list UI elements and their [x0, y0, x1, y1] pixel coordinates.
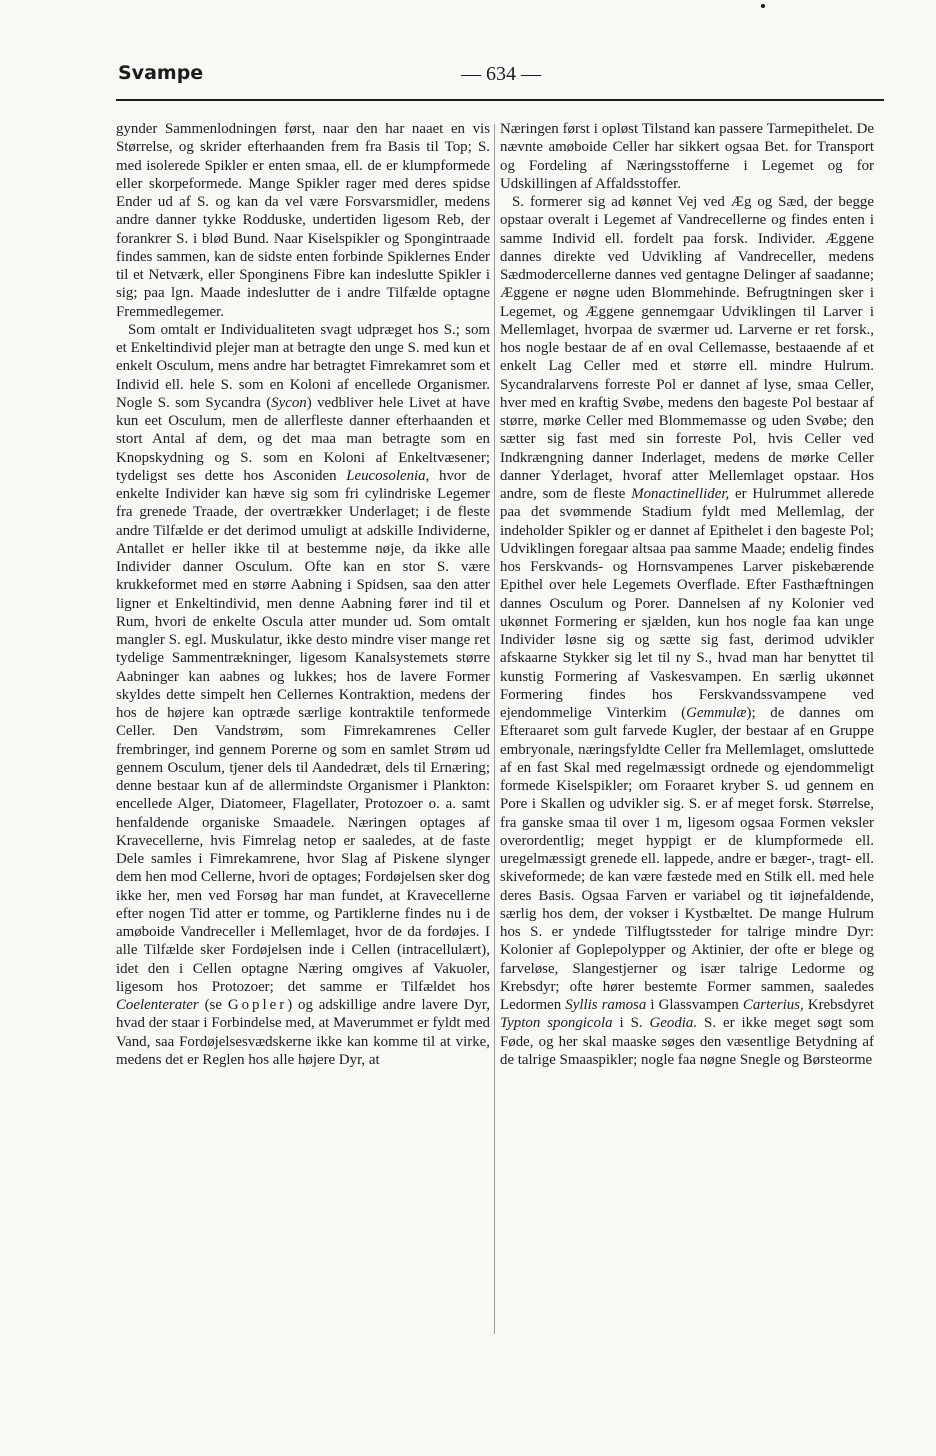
paragraph — [116, 321, 490, 1069]
text-run: Som omtalt er Individualiteten svagt udpræget hos S.; som et Enkeltindivid plejer man at betragte den unge S. med kun et enkelt Osculum, mens andre har betragtet Fimrekamret som et Individ ell. hele S. som en Koloni af encellede Organismer. Nogle S. som Sycandra ( — [116, 321, 490, 411]
text-run: ); de dannes om Efteraaret som gult farvede Kugler, der bestaar af en Gruppe embryonale, næringsfyldte Celler fra Mellemlaget, omsluttede af en fast Skal med regelmæssigt ordnede og ejendommeligt formede Kiselspikler; om Foraaret kryber S. ud gennem en Pore i Skallen og udvikler sig. S. er af meget forsk. Størrelse, fra ganske smaa til over 1 m, ligesom ogsaa Formen veksler overordentlig; meget hyppigt er de klumpformede ell. uregelmæssigt grenede ell. lappede, andre er bæger-, tragt- ell. skiveformede; de kan være fæstede med en Stilk ell. med hele deres Basis. Ogsaa Farven er variabel og tit iøjnefaldende, særlig hos dem, der vokser i Kystbæltet. De mange Hulrum hos S. er yndede Tilflugtssteder for talrige mindre Dyr: Kolonier af Goplepolypper og Aktinier, der ofte er blege og farveløse, Slangestjerner og især talrige Ledorme og Krebsdyr; ofte hører bestemte Former sammen, saaledes Ledormen — [500, 705, 874, 1013]
text-run: er Hulrummet allerede paa det svømmende Stadium fyldt med Mellemlag, der indeholder Spikler og er dannet af Epithelet i den bageste Pol; Udviklingen foregaar altsaa paa samme Maade; endelig findes hos Ferskvands- og Hornsvampenes Larver piskebærende Epithel over hele Legemets Overflade. Efter Fasthæftningen dannes Osculum og Porer. Dannelsen af ny Kolonier ved ukønnet Formering er sjælden, kun hos nogle faa kan unge Individer løsne sig og sætte sig fast, derimod udvikler afskaarne Stykker sig let til ny S., hvad man har benyttet til kunstig Formering af Vaskesvampen. En særlig ukønnet Formering findes hos Ferskvandssvampene ved ejendommelige Vinterkim ( — [500, 486, 874, 721]
spaced-reference: Gopler — [227, 997, 288, 1013]
page-number: — 634 — — [461, 63, 541, 85]
text-run: S. er ikke meget søgt som Føde, og her skal maaske søges den væsentlige Betydning af de talrige Smaaspikler; nogle faa nøgne Snegle og Børsteorme — [500, 1015, 874, 1068]
italic-term: Coelenterater — [116, 997, 199, 1013]
right-column — [500, 120, 874, 1335]
paragraph: gynder Sammenlodningen først, naar den har naaet en vis Størrelse, og skrider efterhaanden frem fra Basis til Top; S. med isolerede Spikler er enten smaa, ell. de er klumpformede eller skorpeformede. Mange Spikler rager med deres spidse Ender ud af S. og kan da vel være Forsvarsmidler, medens andre danner tykke Rodduske, undertiden ligesom Reb, der forankrer S. i blød Bund. Naar Kiselspikler og Spongintraade findes sammen, kan de sidste enten forbinde Spiklernes Ender til et Netværk, eller Sponginens Fibre kan indeslutte Spikler i sig; paa lgn. Maade indeslutter de i andre Tilfælde optagne Fremmedlegemer. — [116, 121, 490, 320]
text-run: ) og adskillige andre lavere Dyr, hvad der staar i Forbindelse med, at Maverummet er fyldt med Vand, saa Fordøjelsesvædskerne ikke kan komme til at virke, medens det er Reglen hos alle højere Dyr, at — [116, 997, 490, 1068]
italic-term: Leucosolenia, — [346, 467, 430, 484]
italic-term: Syllis ramosa — [565, 997, 647, 1013]
left-column — [116, 120, 490, 1335]
text-run: (se — [198, 997, 228, 1013]
italic-term: Typton spongicola — [500, 1015, 613, 1032]
text-run: i S. — [612, 1015, 650, 1032]
page-header — [118, 62, 884, 98]
paragraph: Næringen først i opløst Tilstand kan passere Tarmepithelet. De nævnte amøboide Celler har sikkert ogsaa Bet. for Transport og Fordeling af Næringsstofferne i Legemet og for Udskillingen af Affaldsstoffer. — [500, 121, 874, 192]
italic-term: Carterius, — [742, 997, 804, 1013]
italic-term: Geodia. — [649, 1015, 698, 1032]
text-run: S. formerer sig ad kønnet Vej ved Æg og Sæd, der begge opstaar overalt i Legemet af Vandrecellerne og findes enten i samme Individ ell. fordelt paa forsk. Individer. Æggene dannes direkte ved Udvikling af Vandreceller, medens Sædmodercellerne dannes ved gentagne Delinger af saadanne; Æggene er nøgne uden Blommehinde. Befrugtningen sker i Legemet, og Æggene gennemgaar Udviklingen til Larver i Mellemlaget, hvorpaa de sværmer ud. Larverne er ret forsk., hos nogle bestaar de af en oval Cellemasse, bestaaende af et enkelt Lag Celler med et større ell. mindre Hulrum. Sycandralarvens forreste Pol er dannet af lyse, smaa Celler, hver med en kraftig Svøbe, medens den bageste Pol bestaar af større, mørke Celler med Blommemasse og uden Svøbe; den sætter sig fast med sin forreste Pol, hvis Celler ved Indkrængning danner Inderlaget, medens de mørke Celler danner Yderlaget, hvoraf atter Mellemlaget opstaar. Hos andre, som de fleste — [500, 194, 874, 502]
paragraph — [500, 193, 874, 1069]
text-run: i Glassvampen — [646, 997, 743, 1013]
italic-term: Sycon — [271, 394, 307, 411]
text-run: Krebsdyret — [803, 997, 874, 1013]
text-run: hvor de enkelte Individer kan hæve sig som fri cylindriske Legemer fra grenede Traade, der overtrækker Underlaget; i de fleste andre Tilfælde er det derimod umuligt at adskille Individerne, Antallet er heller ikke til at bestemme nøje, da ikke alle Individer danner Osculum. Ofte kan en stor S. være krukkeformet med en større Aabning i Spidsen, saa den atter ligner et Enkeltindivid, men denne Aabning fører ind til et Rum, hvori de enkelte Oscula atter munder ud. Som omtalt mangler S. egl. Muskulatur, ikke desto mindre viser mange ret tydelige Sammentrækninger, ligesom Kanalsystemets større Aabninger kan aabnes og lukkes; hos de lavere Former skyldes dette simpelt hen Cellernes Kontraktion, medens der hos de højere kan optræde særlige kontraktile tenformede Celler. Den Vandstrøm, som Fimrekamrenes Celler frembringer, ind gennem Porerne og som en samlet Strøm ud gennem Osculum, tjener dels til Aandedræt, dels til Ernæring; denne bestaar kun af de allermindste Organismer i Plankton: encellede Alger, Diatomeer, Flagellater, Protozoer o. a. samt henfaldende organiske Smaadele. Næringen optages af Kravecellerne, hvis Fimrelag netop er saaledes, at de faste Dele samles i Fimrekamrene, hvor Slag af Piskene slynger dem hen mod Cellerne, hvori de optages; Fordøjelsen sker dog ikke her, men ved Forsøg har man fundet, at Kravecellerne efter nogen Tid atter er tomme, og Partiklerne findes nu i de amøboide Vandreceller i Mellemlaget, hvor de da fordøjes. I alle Tilfælde sker Fordøjelsen inde i Cellen (intracellulært), idet den i Cellen optagne Næring omgives af Vakuoler, ligesom hos Protozoer; det samme er Tilfældet hos — [116, 467, 490, 995]
header-rule — [116, 99, 884, 101]
text-run: ) vedbliver hele Livet at have kun eet Osculum, men de allerfleste danner efterhaanden et stort Antal af dem, og det maa man betragte som en Knopskydning og S. som en Koloni af Enkeltvæsener; tydeligst ses dette hos Asconiden — [116, 394, 490, 484]
running-title: Svampe — [118, 62, 204, 84]
print-speck — [761, 4, 765, 8]
column-divider — [494, 124, 495, 1334]
italic-term: Monactinellider, — [631, 486, 730, 502]
italic-term: Gemmulæ — [686, 705, 747, 721]
